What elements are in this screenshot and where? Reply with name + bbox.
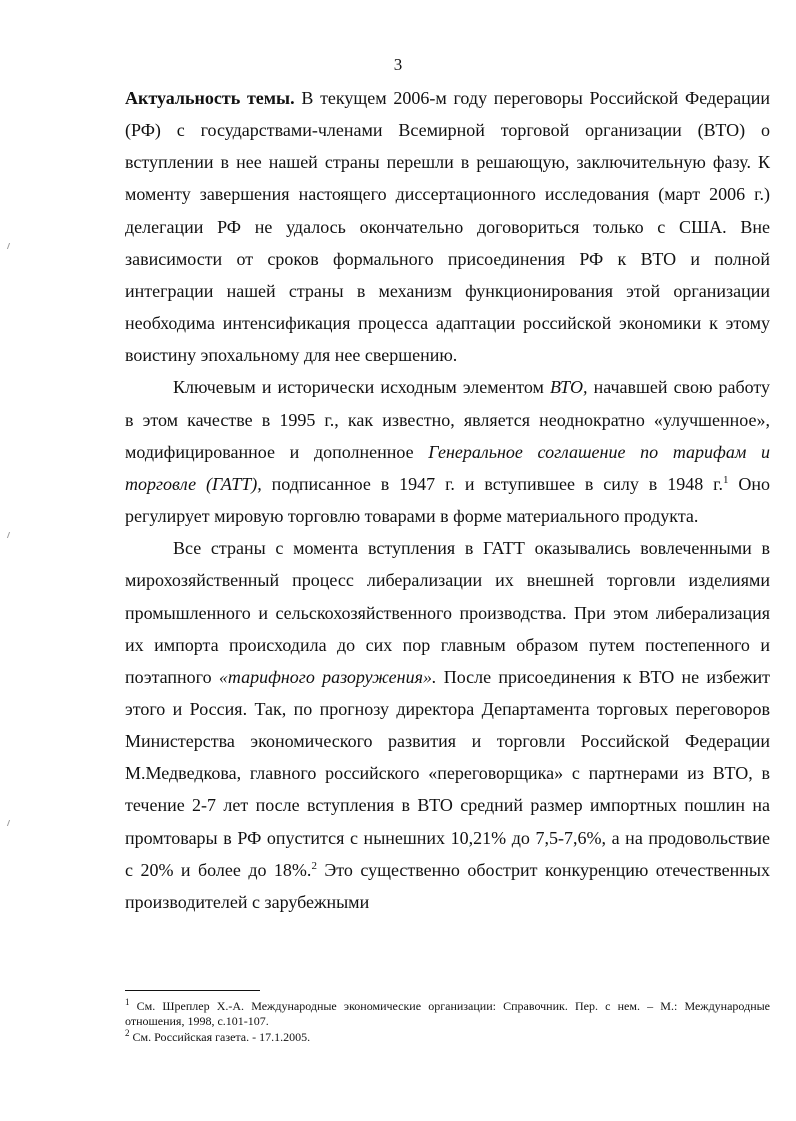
italic-term: Генеральное соглашение по тарифам и торговле (ГАТТ), (125, 441, 771, 494)
footnotes (125, 999, 770, 1046)
footnote-2 (125, 1030, 770, 1045)
paragraph-liberalization (125, 532, 770, 918)
paragraph-text: В текущем 2006-м году переговоры Российской Федерации (РФ) с государствами-членами Всемирной торговой организации (ВТО) о вступлении в нее нашей страны перешли в решающую, заключительную фазу. К моменту завершения настоящего диссертационного исследования (март 2006 г.) делегации РФ не удалось окончательно договориться только с США. Вне зависимости от сроков формального присоединения РФ к ВТО и полной интеграции нашей страны в механизм функционирования этой организации необходима интенсификация процесса адаптации российской экономики к этому воистину эпохальному для нее свершению. (125, 88, 770, 366)
footnote-mark: 2 (125, 1028, 130, 1038)
footnote-text: См. Российская газета. - 17.1.2005. (129, 1030, 311, 1044)
paragraph-bold-lead: Актуальность темы. (125, 88, 295, 108)
scan-margin-mark (7, 532, 13, 538)
italic-term: «тарифного разоружения». (218, 666, 437, 687)
italic-term: ВТО, (550, 377, 588, 398)
paragraph-text: Все страны с момента вступления в ГАТТ оказывались вовлеченными в мирохозяйственный процесс либерализации их внешней торговли изделиями промышленного и сельскохозяйственного производства. При этом либерализация их импорта происходила до сих пор главным образом путем постепенного и поэтапного (125, 538, 770, 687)
paragraph-relevance (125, 82, 770, 371)
footnote-separator (125, 990, 260, 991)
paragraph-text: начавшей свою работу в этом качестве в 1995 г., как известно, является неоднократно «улучшенное», модифицированное и дополненное (125, 377, 771, 462)
paragraph-text: Ключевым и исторически исходным элементом (173, 377, 551, 398)
paragraph-text: После присоединения к ВТО не избежит этого и Россия. Так, по прогнозу директора Департамента торговых переговоров Министерства экономического развития и торговли Российской Федерации М.Медведкова, главного российского «переговорщика» с партнерами из ВТО, в течение 2-7 лет после вступления в ВТО средний размер импортных пошлин на промтовары в РФ опустится с нынешних 10,21% до 7,5-7,6%, а на продовольствие с 20% и более до 18%. (125, 666, 770, 880)
paragraph-text: Это существенно обострит конкуренцию отечественных производителей с зарубежными (125, 859, 771, 912)
body-text (125, 82, 770, 918)
footnote-reference[interactable]: 1 (722, 473, 729, 486)
paragraph-gatt (125, 371, 770, 532)
footnote-text: См. Шреплер Х.-А. Международные экономические организации: Справочник. Пер. с нем. – М.: Международные отношения, 1998, с.101-107. (125, 999, 770, 1028)
footnote-reference[interactable]: 2 (311, 859, 317, 872)
scan-margin-mark (7, 243, 13, 249)
footnote-mark: 1 (125, 997, 130, 1007)
paragraph-text: подписанное в 1947 г. и вступившее в силу в 1948 г. (261, 473, 723, 494)
paragraph-text: Оно регулирует мировую торговлю товарами в форме материального продукта. (125, 473, 771, 527)
footnote-1 (125, 999, 770, 1029)
scan-margin-mark (7, 820, 13, 826)
page-number: 3 (393, 55, 403, 74)
